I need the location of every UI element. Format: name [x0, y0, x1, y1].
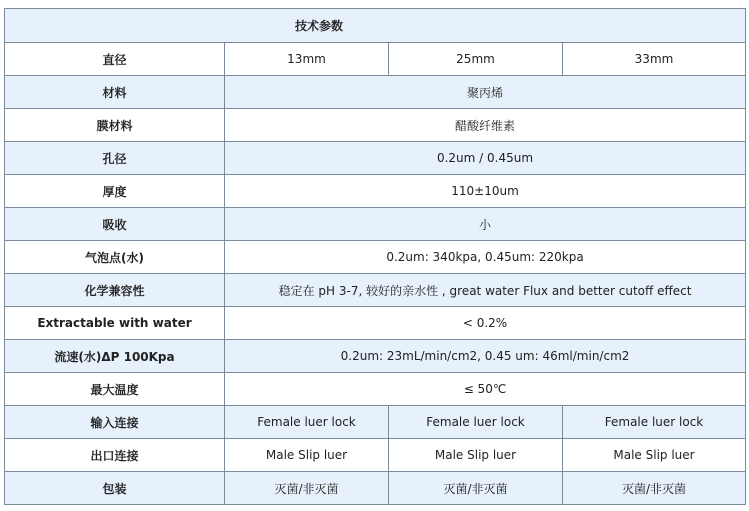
row-value: 醋酸纤维素 — [225, 109, 746, 142]
table-row — [5, 241, 746, 274]
table-title: 技术参数 — [5, 9, 746, 43]
row-value: < 0.2% — [225, 307, 746, 340]
row-label: 厚度 — [5, 175, 225, 208]
table-row — [5, 340, 746, 373]
row-label: 膜材料 — [5, 109, 225, 142]
row-label: 吸收 — [5, 208, 225, 241]
row-label: 输入连接 — [5, 406, 225, 439]
row-label: 直径 — [5, 43, 225, 76]
row-label: 材料 — [5, 76, 225, 109]
table-row — [5, 109, 746, 142]
row-label: 最大温度 — [5, 373, 225, 406]
row-label: 包装 — [5, 472, 225, 505]
row-value: Female luer lock — [563, 406, 746, 439]
table-row — [5, 439, 746, 472]
row-value: 0.2um: 340kpa, 0.45um: 220kpa — [225, 241, 746, 274]
row-value: 灭菌/非灭菌 — [389, 472, 563, 505]
table-row — [5, 175, 746, 208]
row-value: 13mm — [225, 43, 389, 76]
row-label: 化学兼容性 — [5, 274, 225, 307]
row-value: Male Slip luer — [225, 439, 389, 472]
row-value: 灭菌/非灭菌 — [563, 472, 746, 505]
row-value: Male Slip luer — [389, 439, 563, 472]
table-header-row — [5, 9, 746, 43]
row-value: Female luer lock — [225, 406, 389, 439]
table-row — [5, 76, 746, 109]
row-label: 流速(水)ΔP 100Kpa — [5, 340, 225, 373]
row-value: 0.2um: 23mL/min/cm2, 0.45 um: 46ml/min/cm2 — [225, 340, 746, 373]
row-value: 25mm — [389, 43, 563, 76]
table-row — [5, 373, 746, 406]
table-row — [5, 208, 746, 241]
table-row — [5, 472, 746, 505]
row-label: 气泡点(水) — [5, 241, 225, 274]
row-value: 聚丙烯 — [225, 76, 746, 109]
row-value: 110±10um — [225, 175, 746, 208]
table-row — [5, 142, 746, 175]
table-row — [5, 43, 746, 76]
row-value: Female luer lock — [389, 406, 563, 439]
row-value: 灭菌/非灭菌 — [225, 472, 389, 505]
row-value: 小 — [225, 208, 746, 241]
row-label: Extractable with water — [5, 307, 225, 340]
table-row — [5, 307, 746, 340]
spec-table — [4, 8, 746, 505]
table-row — [5, 406, 746, 439]
table-row — [5, 274, 746, 307]
row-value: ≤ 50℃ — [225, 373, 746, 406]
row-label: 出口连接 — [5, 439, 225, 472]
row-label: 孔径 — [5, 142, 225, 175]
row-value: 稳定在 pH 3-7, 较好的亲水性 , great water Flux and better cutoff effect — [225, 274, 746, 307]
row-value: 0.2um / 0.45um — [225, 142, 746, 175]
row-value: 33mm — [563, 43, 746, 76]
row-value: Male Slip luer — [563, 439, 746, 472]
